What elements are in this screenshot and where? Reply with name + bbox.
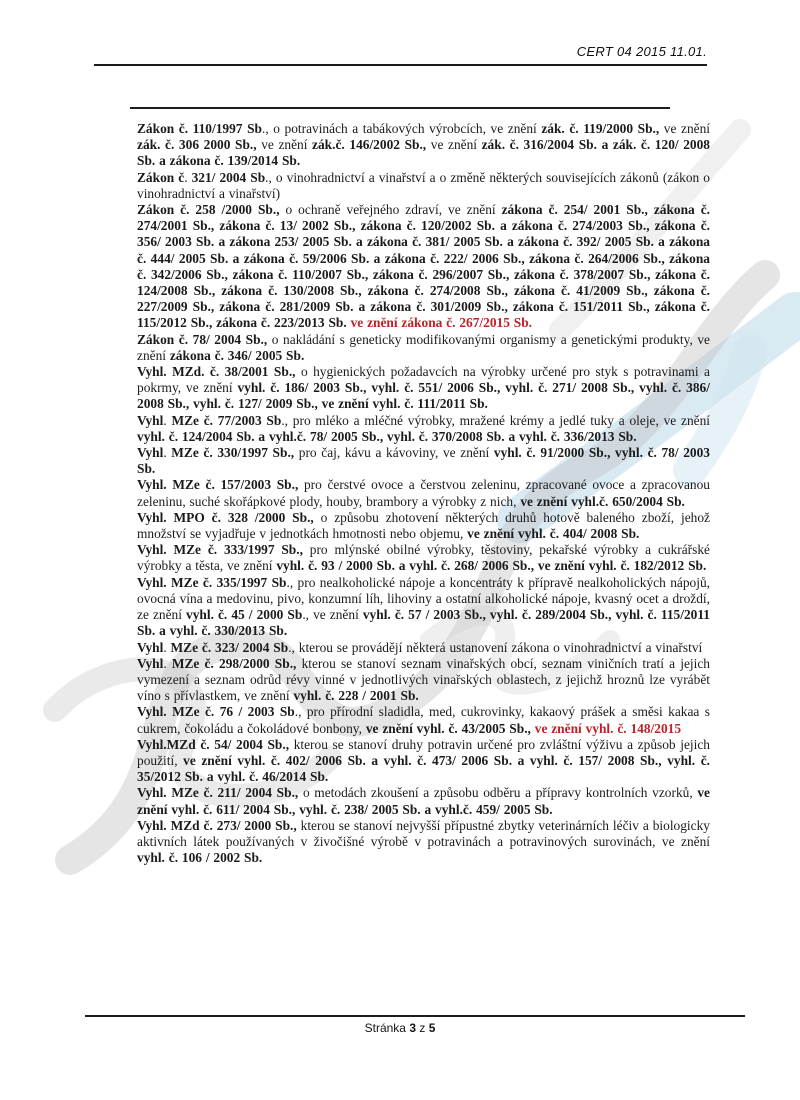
text-run: MZe č. 330/1997 Sb., (171, 445, 299, 461)
text-run: o ochraně veřejného zdraví, ve znění (285, 202, 502, 218)
footer-rule (85, 1015, 745, 1017)
text-run: zákona č. 346/ 2005 Sb. (169, 347, 305, 363)
law-paragraph (137, 737, 710, 786)
text-run: Vyhl. MZe č. 211/ 2004 Sb., (137, 785, 303, 801)
text-run: MZe č. 77/2003 Sb (171, 412, 282, 428)
law-paragraph (137, 121, 710, 170)
law-paragraph (137, 170, 710, 202)
law-paragraph (137, 785, 710, 817)
law-paragraph (137, 413, 710, 445)
text-run: Vyhl. MPO č. 328 /2000 Sb., (137, 509, 321, 525)
law-paragraph (137, 818, 710, 867)
text-run: o hygienických požadavcích na výrobky určené pro styk s potravinami a pokrmy, ve znění (137, 364, 710, 396)
text-run: vyhl. č. 124/2004 Sb. a vyhl.č. 78/ 2005 Sb., vyhl. č. 370/2008 Sb. a vyhl. č. 336/2013 Sb. (137, 428, 637, 444)
text-run: ., kterou se provádějí některá ustanovení zákona o vinohradnictví a vinařství (288, 639, 703, 655)
text-run: o způsobu zhotovení některých druhů hotově baleného zboží, jehož množství se vyjadřuje v jednotkách hmotnosti nebo objemu, (137, 509, 710, 542)
text-run: ., pro přírodní sladidla, med, cukrovinky, kakaový prášek a směsi kakaa s cukrem, čokoládu a čokoládové bonbony, (137, 704, 710, 736)
text-run: MZe č. 323/ 2004 Sb (170, 639, 289, 655)
text-run: Vyhl.MZd č. 54/ 2004 Sb., (137, 736, 294, 752)
header-rule (94, 64, 707, 66)
text-run: ., o vinohradnictví a vinařství a o změně některých souvisejících zákonů (zákon o vinohradnictví a vinařství) (137, 169, 710, 201)
text-run: ve znění vyhl. č. 611/ 2004 Sb., vyhl. č. 238/ 2005 Sb. a vyhl.č. 459/ 2005 Sb. (137, 785, 710, 817)
text-run: Vyhl (137, 445, 164, 461)
text-run: vyhl. č. 57 / 2003 Sb., vyhl. č. 289/2004 Sb., vyhl. č. 115/2011 Sb. a vyhl. č. 330/2013 Sb. (137, 607, 710, 639)
text-run: 321/ 2004 Sb (191, 169, 266, 185)
law-paragraph (137, 202, 710, 332)
law-paragraph (137, 445, 710, 477)
text-run: MZe č. 298/2000 Sb., (171, 655, 302, 671)
section-rule (130, 107, 670, 109)
footer-of-word: z (416, 1021, 429, 1035)
header-reference: CERT 04 2015 11.01. (576, 44, 707, 59)
footer-page-number: 3 (409, 1021, 417, 1035)
text-run: Zákon č (137, 169, 185, 185)
text-run: Zákon č. 110/1997 Sb (137, 121, 262, 136)
text-run: Vyhl. MZe č. 333/1997 Sb., (137, 542, 310, 558)
text-run: Zákon č. 78/ 2004 Sb., (137, 331, 272, 347)
text-run: ve znění (663, 121, 711, 136)
text-run: zák. č. 316/2004 Sb. a zák. č. 120/ 2008 Sb. a zákona č. 139/2014 Sb. (137, 137, 710, 169)
text-run: ve znění vyhl. č. 402/ 2006 Sb. a vyhl. č. 473/ 2006 Sb. a vyhl. č. 157/ 2008 Sb., vyhl. č. 35/2012 Sb. a vyhl. č. 46/2014 Sb. (137, 752, 710, 785)
footer-page-total: 5 (428, 1021, 436, 1035)
law-paragraph (137, 510, 710, 542)
law-paragraph (137, 704, 710, 736)
law-paragraph (137, 477, 710, 509)
text-run: ve znění vyhl. č. 148/2015 (534, 720, 682, 736)
text-run: Vyhl (137, 412, 164, 428)
text-run: Vyhl. MZd č. 273/ 2000 Sb., (137, 817, 301, 833)
text-run: zákona č. 254/ 2001 Sb., zákona č. 274/2001 Sb., zákona č. 13/ 2002 Sb., zákona č. 120/2002 Sb. a zákona č. 274/2003 Sb., zákona č. 356/ 2003 Sb. a zákona 253/ 2005 Sb. a zákona č. 381/ 2005 Sb. a zákona č. 392/ 2005 Sb. a zákona č. 444/ 2005 Sb. a zákona č. 59/2006 Sb. a zákona č. 222/ 2006 Sb., zákona č. 264/2006 Sb., zákona č. 342/2006 Sb., zákona č. 110/2007 Sb., zákona č. 296/2007 Sb., zákona č. 378/2007 Sb., zákona č. 124/2008 Sb., zákona č. 130/2008 Sb., zákona č. 274/2008 Sb., zákona č. 41/2009 Sb., zákona č. 227/2009 Sb., zákona č. 281/2009 Sb. a zákona č. 301/2009 Sb., zákona č. 151/2011 Sb., zákona č. 115/2012 Sb., zákona č. 223/2013 Sb. (137, 202, 710, 331)
text-run: . (184, 169, 192, 185)
text-run: Vyhl (137, 639, 164, 655)
text-run: ., o potravinách a tabákových výrobcích, ve znění (261, 121, 542, 136)
text-run: o nakládání s geneticky modifikovanými organismy a genetickými produkty, ve znění (137, 331, 710, 363)
text-run: ve znění zákona č. 267/2015 Sb. (350, 315, 533, 331)
text-run: pro čaj, kávu a kávoviny, ve znění (298, 445, 494, 461)
law-paragraph (137, 332, 710, 364)
text-run: vyhl. č. 228 / 2001 Sb. (293, 688, 419, 704)
text-run: zák.č. 146/2002 Sb., (312, 137, 431, 153)
text-run: Vyhl. MZe č. 335/1997 Sb (137, 574, 287, 590)
text-run: ., pro nealkoholické nápoje a koncentráty k přípravě nealkoholických nápojů, ovocná vína a medovinu, pivo, konzumní líh, lihoviny a ostatní alkoholické nápoje, kvasný ocet a droždí, ze znění (137, 574, 710, 623)
text-run: kterou se stanoví seznam vinařských obcí, seznam viničních tratí a jejich vymezení a seznam odrůd révy vinné v jednotlivých vinařských oblastech, z jejichž hroznů lze vyrábět víno s přívlastkem, ve znění (137, 655, 711, 704)
text-run: vyhl. č. 91/2000 Sb., vyhl. č. 78/ 2003 Sb. (137, 445, 711, 477)
text-run: Vyhl. MZe č. 157/2003 Sb., (137, 477, 304, 493)
text-run: ., ve znění (302, 607, 363, 623)
page-footer (0, 1021, 800, 1035)
law-paragraph (137, 575, 710, 640)
text-run: . (163, 655, 172, 671)
law-paragraph (137, 640, 710, 656)
text-run: . (163, 445, 172, 461)
text-run: vyhl. č. 106 / 2002 Sb. (137, 850, 263, 866)
law-paragraph (137, 542, 710, 574)
text-run: vyhl. č. 45 / 2000 Sb (186, 607, 303, 623)
text-run: ve znění vyhl. č. 404/ 2008 Sb. (467, 526, 640, 542)
document-body (137, 121, 710, 866)
text-run: . (163, 639, 171, 655)
text-run: kterou se stanoví nejvyšší přípustné zbytky veterinárních léčiv a biologicky aktivních látek používaných v živočišné výrobě v potravinách a potravinových surovinách, ve znění (137, 817, 710, 849)
text-run: vyhl. č. 186/ 2003 Sb., vyhl. č. 551/ 2006 Sb., vyhl. č. 271/ 2008 Sb., vyhl. č. 386/ 2008 Sb., vyhl. č. 127/ 2009 Sb., ve znění vyhl. č. 111/2011 Sb. (137, 380, 710, 412)
text-run: Vyhl. MZe č. 76 / 2003 Sb (137, 704, 295, 720)
text-run: pro čerstvé ovoce a čerstvou zeleninu, zpracované ovoce a zpracovanou zeleninu, suché skořápkové plody, houby, brambory a výrobky z nich, (137, 477, 710, 509)
text-run: ve znění vyhl.č. 650/2004 Sb. (520, 493, 685, 509)
text-run: ve znění vyhl. č. 43/2005 Sb., (365, 720, 535, 736)
text-run: zák. č. 306 2000 Sb., (137, 137, 262, 153)
text-run: Vyhl (137, 655, 164, 671)
text-run: Zákon č. 258 /2000 Sb., (137, 202, 286, 218)
text-run: pro mlýnské obilné výrobky, těstoviny, pekařské výrobky a cukrářské výrobky a těsta, ve znění (137, 542, 710, 574)
law-paragraph (137, 656, 710, 705)
text-run: zák. č. 119/2000 Sb., (541, 121, 664, 136)
footer-label: Stránka (364, 1021, 410, 1035)
text-run: ., pro mléko a mléčné výrobky, mražené krémy a jedlé tuky a oleje, ve znění (281, 412, 711, 428)
text-run: ve znění (261, 137, 313, 153)
law-paragraph (137, 364, 710, 413)
text-run: vyhl. č. 93 / 2000 Sb. a vyhl. č. 268/ 2006 Sb., ve znění vyhl. č. 182/2012 Sb. (276, 558, 707, 574)
text-run: Vyhl. MZd. č. 38/2001 Sb., (137, 364, 301, 380)
text-run: ve znění (430, 137, 482, 153)
text-run: o metodách zkoušení a způsobu odběru a přípravy kontrolních vzorků, (302, 785, 698, 801)
text-run: kterou se stanoví druhy potravin určené pro zvláštní výživu a způsob jejich použití, (137, 736, 711, 768)
text-run: . (163, 412, 172, 428)
